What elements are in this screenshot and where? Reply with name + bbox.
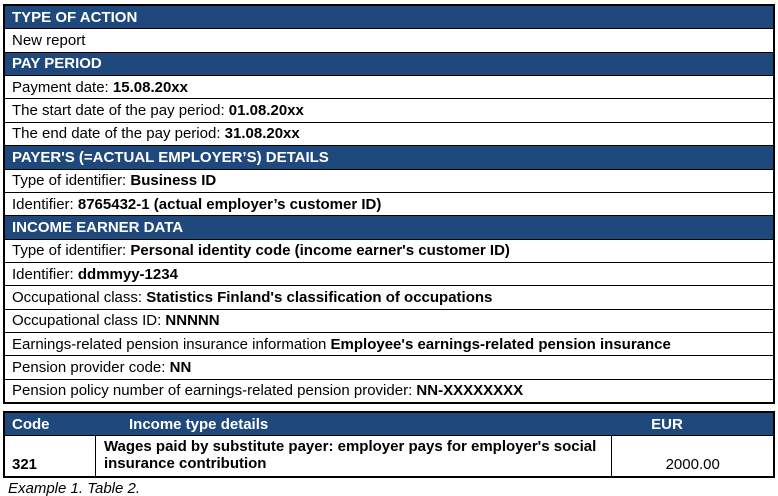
- field-label: Occupational class:: [12, 288, 147, 306]
- section-title: PAY PERIOD: [12, 55, 102, 73]
- field-label: Pension provider code:: [12, 359, 170, 377]
- field-value: Business ID: [130, 172, 217, 190]
- field-value: NN-XXXXXXXX: [416, 382, 524, 400]
- field-value: ddmmyy-1234: [77, 265, 178, 283]
- table-caption: Example 1. Table 2.: [8, 480, 141, 496]
- field-row-pension-insurance-info: [5, 332, 773, 355]
- section-header-payer-details: [5, 145, 773, 168]
- field-row-earner-identifier: [5, 262, 773, 285]
- field-label: Pension policy number of earnings-related pension provider:: [12, 382, 417, 400]
- field-row-pay-period-end: [5, 122, 773, 145]
- field-row-pension-provider-code: [5, 355, 773, 378]
- income-details-cell: Wages paid by substitute payer: employer pays for employer's social insurance contribution: [95, 436, 611, 476]
- column-header-income-type-details: Income type details: [129, 415, 269, 433]
- income-table-header-row: [5, 413, 773, 435]
- section-title: TYPE OF ACTION: [12, 8, 138, 26]
- field-row-occupational-class-id: [5, 309, 773, 332]
- field-label: Occupational class ID:: [12, 312, 166, 330]
- field-value: 01.08.20xx: [228, 102, 304, 120]
- field-value: Statistics Finland's classification of occupations: [146, 288, 493, 306]
- field-label: Earnings-related pension insurance information: [12, 335, 331, 353]
- field-value: Personal identity code (income earner's customer ID): [130, 242, 510, 260]
- income-type-table: [3, 411, 775, 478]
- column-header-code: Code: [12, 415, 50, 433]
- field-label: Payment date:: [12, 78, 113, 96]
- section-header-income-earner-data: [5, 215, 773, 238]
- field-value: 31.08.20xx: [224, 125, 300, 143]
- field-row-payer-identifier-type: [5, 169, 773, 192]
- section-title: INCOME EARNER DATA: [12, 218, 184, 236]
- section-header-type-of-action: [5, 6, 773, 28]
- field-value: NNNNN: [165, 312, 220, 330]
- field-value: NN: [169, 359, 192, 377]
- field-label: Identifier:: [12, 265, 78, 283]
- field-value: 15.08.20xx: [112, 78, 188, 96]
- field-row-occupational-class: [5, 285, 773, 308]
- payroll-report-table: [3, 4, 775, 404]
- field-row-payment-date: [5, 75, 773, 98]
- field-row-pension-policy-number: [5, 379, 773, 402]
- income-code-cell: 321: [12, 456, 38, 473]
- field-row-new-report: [5, 28, 773, 51]
- income-eur-cell: 2000.00: [611, 436, 773, 476]
- field-value: 8765432-1 (actual employer’s customer ID): [77, 195, 382, 213]
- field-label: Identifier:: [12, 195, 78, 213]
- field-value: Employee's earnings-related pension insurance: [330, 335, 671, 353]
- field-label: The start date of the pay period:: [12, 102, 229, 120]
- income-table-row: [5, 435, 773, 476]
- field-label: New report: [12, 32, 86, 50]
- field-label: The end date of the pay period:: [12, 125, 225, 143]
- field-row-payer-identifier: [5, 192, 773, 215]
- column-header-eur: EUR: [651, 415, 683, 433]
- section-header-pay-period: [5, 52, 773, 75]
- field-row-earner-identifier-type: [5, 239, 773, 262]
- field-label: Type of identifier:: [12, 242, 131, 260]
- field-label: Type of identifier:: [12, 172, 131, 190]
- section-title: PAYER'S (=ACTUAL EMPLOYER’S) DETAILS: [12, 148, 329, 166]
- field-row-pay-period-start: [5, 98, 773, 121]
